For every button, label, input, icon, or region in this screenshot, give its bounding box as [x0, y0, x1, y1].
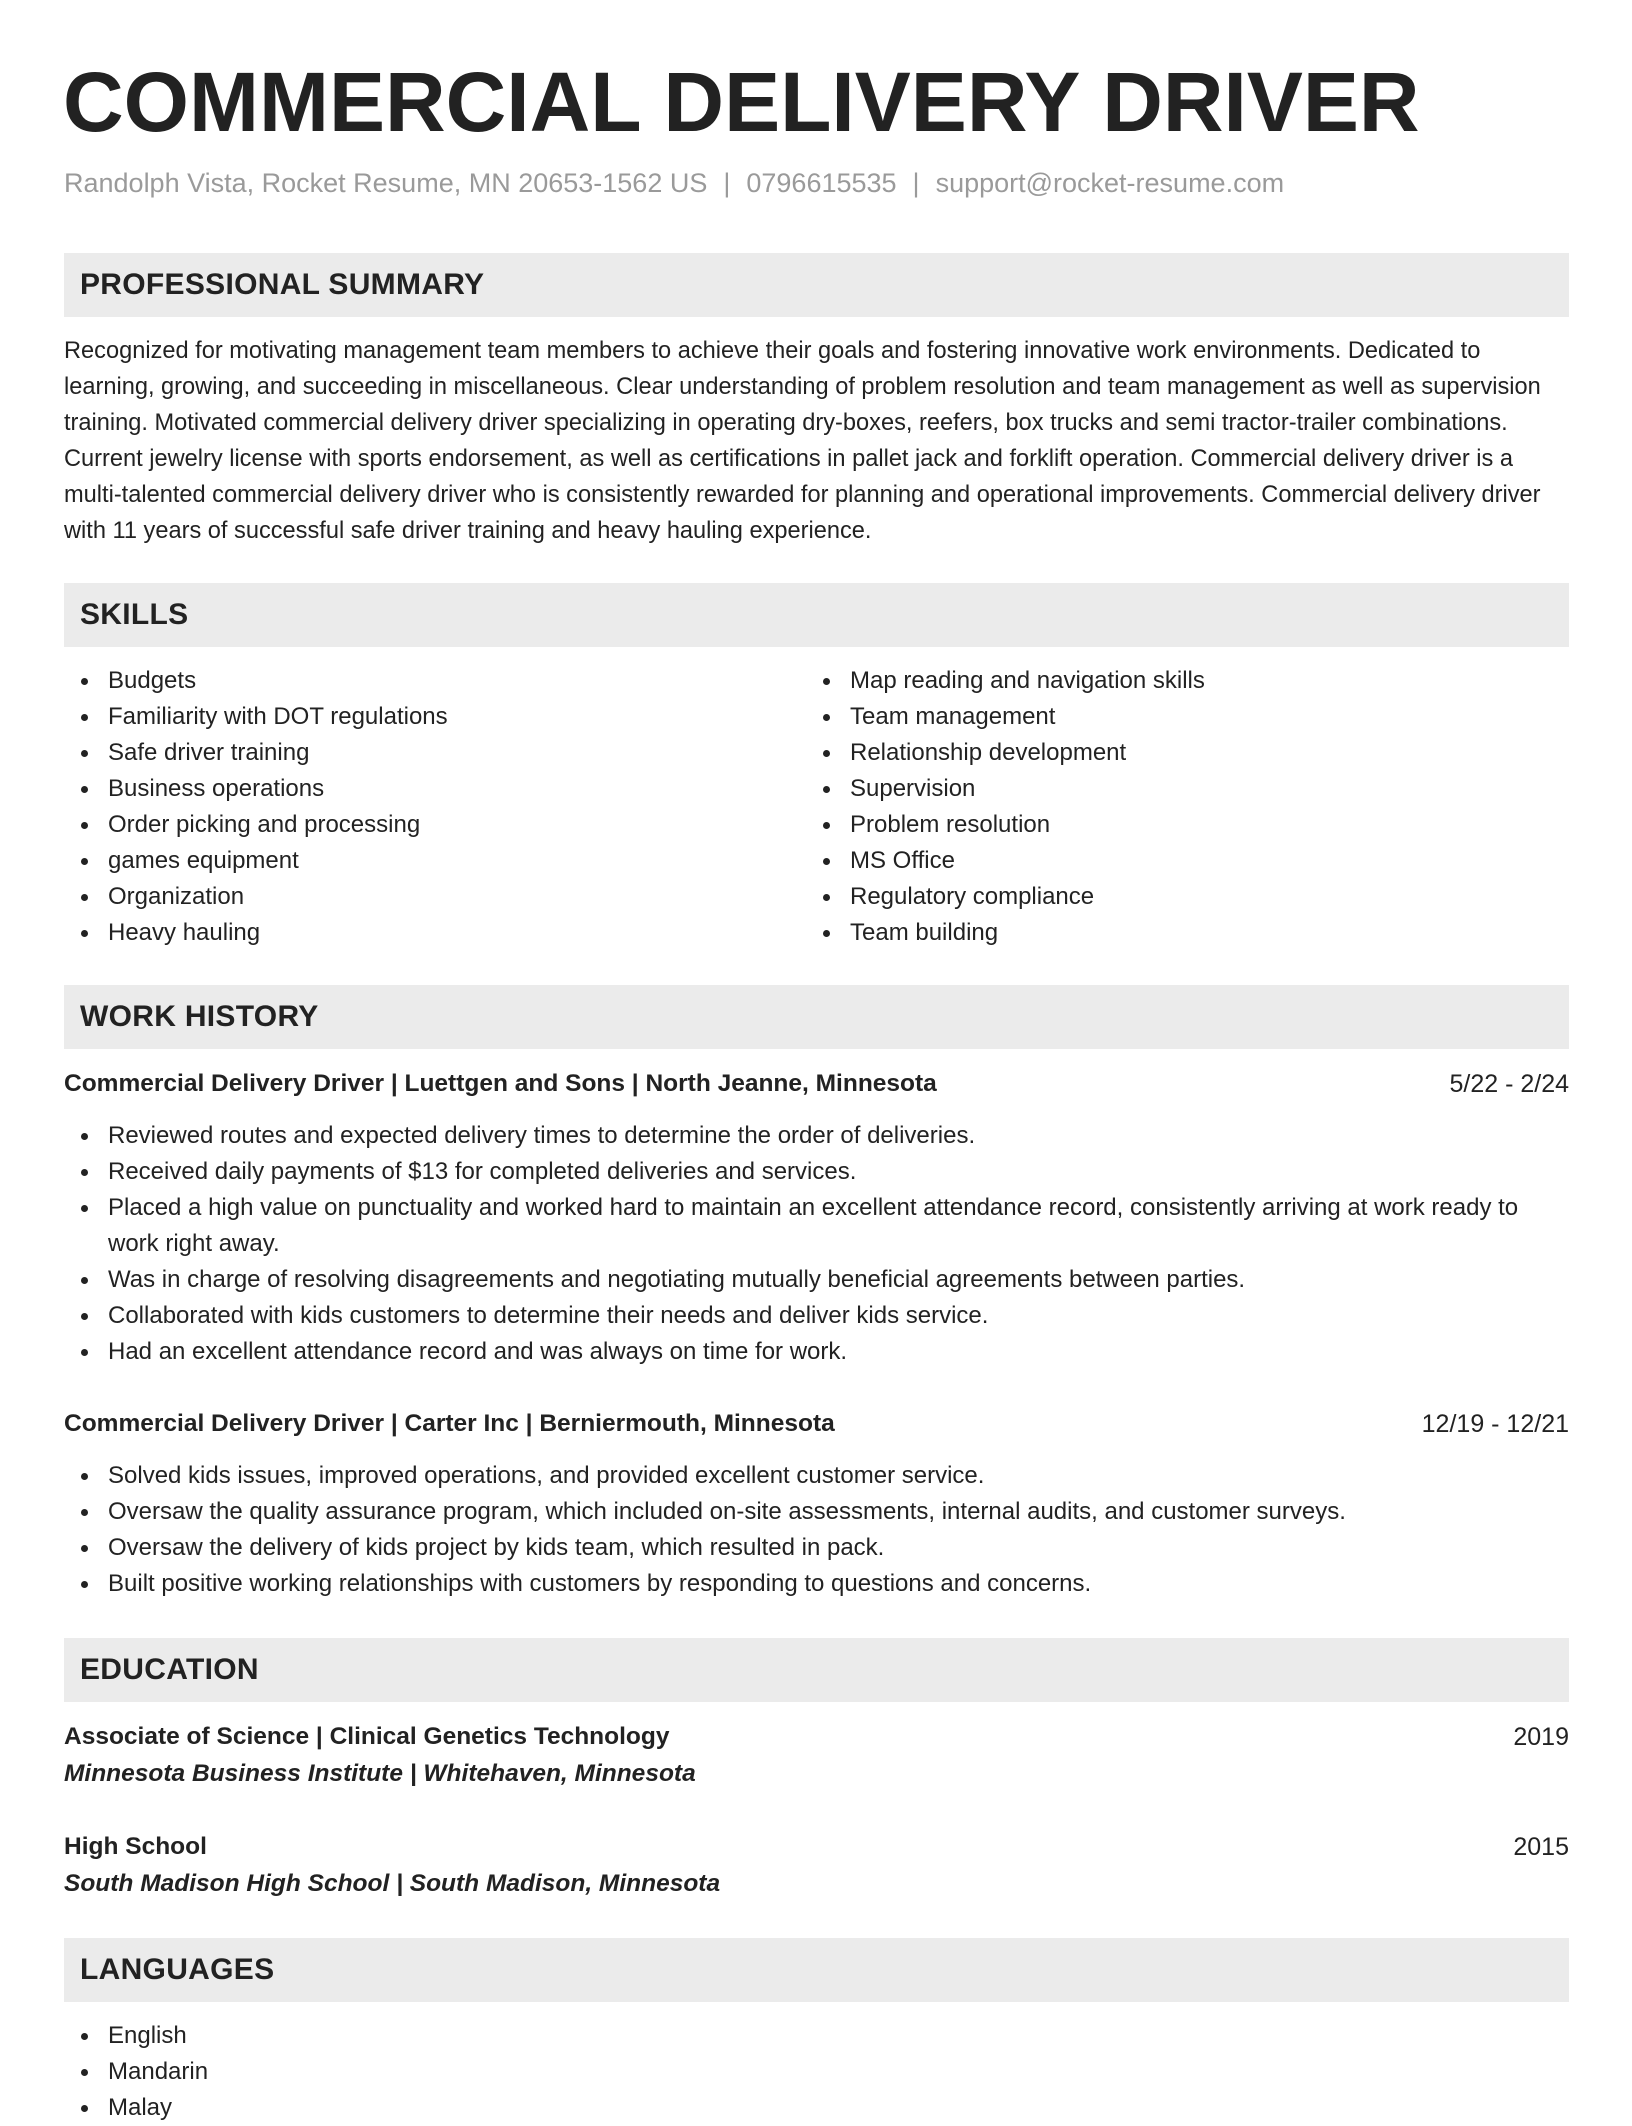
skills-section-header: [64, 583, 1569, 647]
skill-item: Relationship development: [806, 735, 1506, 771]
job-title: Commercial Delivery Driver | Carter Inc | Berniermouth, Minnesota: [64, 1410, 835, 1437]
skill-item: Familiarity with DOT regulations: [64, 699, 764, 735]
skill-item: Team management: [806, 699, 1506, 735]
education-year: 2015: [1513, 1833, 1569, 1861]
skill-item: Budgets: [64, 663, 764, 699]
skill-item: MS Office: [806, 843, 1506, 879]
skill-item: Problem resolution: [806, 807, 1506, 843]
job-bullets: [64, 1118, 1569, 1370]
languages-section-title: LANGUAGES: [80, 1953, 275, 1986]
skill-item: Organization: [64, 879, 764, 915]
contact-separator: |: [723, 168, 731, 198]
skill-item: Supervision: [806, 771, 1506, 807]
summary-text: Recognized for motivating management team members to achieve their goals and fostering innovative work environments. Dedicated to learning, growing, and succeeding in miscellaneous. Clear understanding of problem resolution and team management as well as supervision training. Motivated commercial delivery driver specializing in operating dry-boxes, reefers, box trucks and semi tractor-trailer combinations. Current jewelry license with sports endorsement, as well as certifications in pallet jack and forklift operation. Commercial delivery driver is a multi-talented commercial delivery driver who is consistently rewarded for planning and operational improvements. Commercial delivery driver with 11 years of successful safe driver training and heavy hauling experience.: [64, 338, 1541, 544]
job-header: [64, 1406, 1569, 1442]
skill-item: Safe driver training: [64, 735, 764, 771]
job-bullet: Reviewed routes and expected delivery times to determine the order of deliveries.: [64, 1118, 1569, 1154]
contact-line: [64, 165, 1284, 201]
education-degree: High School: [64, 1833, 207, 1860]
skills-section-title: SKILLS: [80, 598, 189, 631]
education-header: [64, 1829, 1569, 1865]
job-bullet: Had an excellent attendance record and was always on time for work.: [64, 1334, 1569, 1370]
language-item: English: [64, 2018, 1569, 2054]
job-bullet: Built positive working relationships with customers by responding to questions and concerns.: [64, 1566, 1569, 1602]
education-section-title: EDUCATION: [80, 1653, 259, 1686]
skills-list-left: [64, 663, 764, 951]
job-dates: 12/19 - 12/21: [1421, 1410, 1569, 1438]
job-title: Commercial Delivery Driver | Luettgen and Sons | North Jeanne, Minnesota: [64, 1070, 937, 1097]
job-bullet: Solved kids issues, improved operations, and provided excellent customer service.: [64, 1458, 1569, 1494]
job-bullet: Oversaw the delivery of kids project by kids team, which resulted in pack.: [64, 1530, 1569, 1566]
skill-item: Business operations: [64, 771, 764, 807]
language-item: Malay: [64, 2090, 1569, 2126]
education-degree: Associate of Science | Clinical Genetics Technology: [64, 1723, 670, 1750]
contact-separator: |: [912, 168, 920, 198]
language-item: Mandarin: [64, 2054, 1569, 2090]
candidate-name: COMMERCIAL DELIVERY DRIVER: [63, 55, 1420, 149]
contact-phone: 0796615535: [746, 168, 897, 198]
skill-item: Order picking and processing: [64, 807, 764, 843]
job-bullet: Placed a high value on punctuality and worked hard to maintain an excellent attendance record, consistently arriving at work ready to work right away.: [64, 1190, 1569, 1262]
skills-list-right: [806, 663, 1506, 951]
skill-item: Map reading and navigation skills: [806, 663, 1506, 699]
skill-item: Team building: [806, 915, 1506, 951]
summary-section-header: [64, 253, 1569, 317]
skill-item: games equipment: [64, 843, 764, 879]
work-section-header: [64, 985, 1569, 1049]
education-year: 2019: [1513, 1723, 1569, 1751]
job-bullet: Received daily payments of $13 for completed deliveries and services.: [64, 1154, 1569, 1190]
education-section-header: [64, 1638, 1569, 1702]
contact-address: Randolph Vista, Rocket Resume, MN 20653-1562 US: [64, 168, 708, 198]
job-dates: 5/22 - 2/24: [1449, 1070, 1569, 1098]
job-bullet: Was in charge of resolving disagreements and negotiating mutually beneficial agreements between parties.: [64, 1262, 1569, 1298]
skill-item: Regulatory compliance: [806, 879, 1506, 915]
work-section-title: WORK HISTORY: [80, 1000, 319, 1033]
education-header: [64, 1719, 1569, 1755]
job-bullet: Oversaw the quality assurance program, which included on-site assessments, internal audits, and customer surveys.: [64, 1494, 1569, 1530]
job-bullet: Collaborated with kids customers to determine their needs and deliver kids service.: [64, 1298, 1569, 1334]
summary-section-title: PROFESSIONAL SUMMARY: [80, 268, 485, 301]
job-header: [64, 1066, 1569, 1102]
education-school: South Madison High School | South Madison, Minnesota: [64, 1870, 721, 1897]
languages-section-header: [64, 1938, 1569, 2002]
education-school: Minnesota Business Institute | Whitehaven, Minnesota: [64, 1760, 696, 1787]
job-bullets: [64, 1458, 1569, 1602]
contact-email: support@rocket-resume.com: [935, 168, 1285, 198]
languages-list: [64, 2018, 1569, 2126]
skill-item: Heavy hauling: [64, 915, 764, 951]
